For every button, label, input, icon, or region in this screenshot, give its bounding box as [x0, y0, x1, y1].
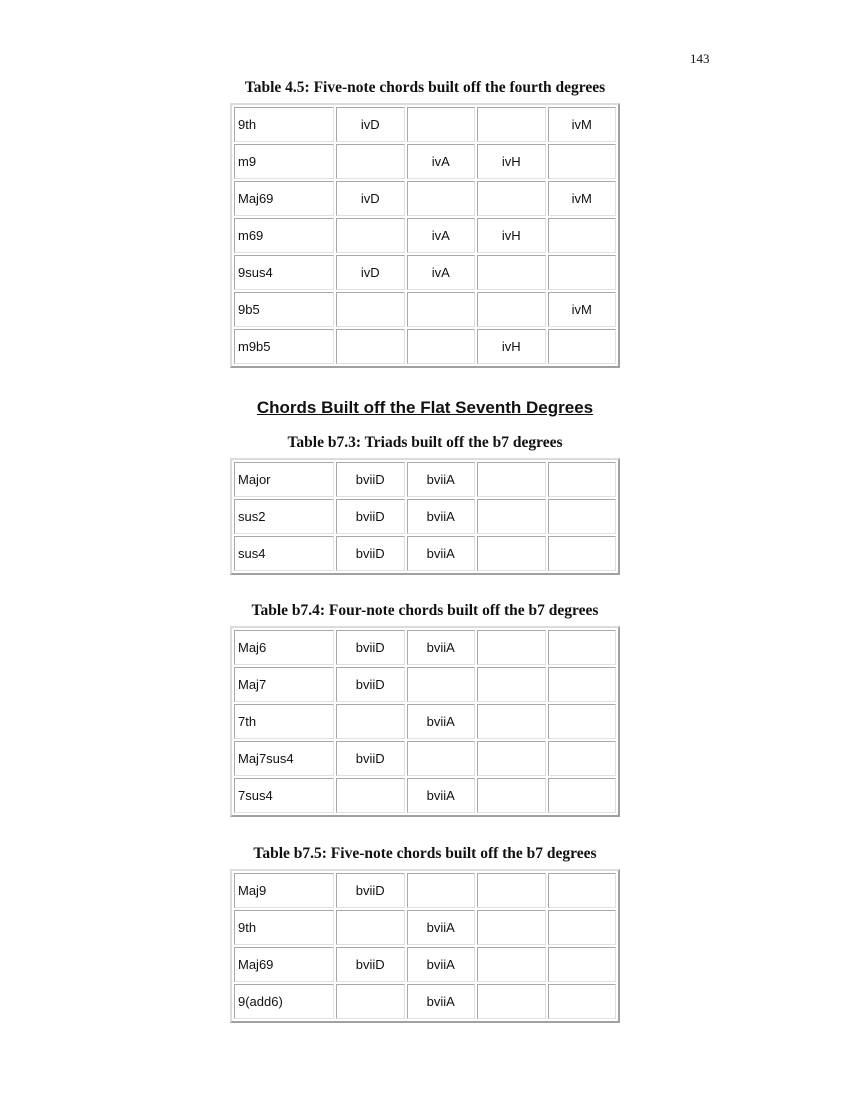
chord-degree-cell: bviiA [407, 630, 476, 665]
table-row [234, 704, 616, 739]
chord-name-cell: Major [234, 462, 334, 497]
chord-name-cell: Maj7sus4 [234, 741, 334, 776]
chord-degree-cell [407, 181, 476, 216]
chord-degree-cell: bviiA [407, 778, 476, 813]
chord-degree-cell [477, 741, 546, 776]
chord-degree-cell: ivH [477, 144, 546, 179]
chord-degree-cell [548, 630, 617, 665]
table-row [234, 536, 616, 571]
chord-degree-cell [477, 667, 546, 702]
chord-degree-cell [548, 536, 617, 571]
chord-degree-cell [548, 873, 617, 908]
chord-degree-cell [336, 704, 405, 739]
chord-name-cell: m9b5 [234, 329, 334, 364]
chord-degree-cell [336, 910, 405, 945]
chord-degree-cell: ivD [336, 255, 405, 290]
chord-degree-cell [477, 462, 546, 497]
table-4-5 [230, 103, 620, 368]
chord-degree-cell [548, 144, 617, 179]
chord-degree-cell [336, 984, 405, 1019]
table-row [234, 667, 616, 702]
chord-degree-cell [477, 255, 546, 290]
chord-degree-cell: bviiA [407, 910, 476, 945]
chord-degree-cell: bviiA [407, 536, 476, 571]
table-row [234, 910, 616, 945]
chord-name-cell: sus4 [234, 536, 334, 571]
chord-name-cell: Maj6 [234, 630, 334, 665]
chord-degree-cell [477, 910, 546, 945]
chord-name-cell: Maj69 [234, 947, 334, 982]
table-row [234, 741, 616, 776]
chord-degree-cell: bviiD [336, 667, 405, 702]
page-number: 143 [690, 51, 710, 66]
chord-degree-cell [407, 107, 476, 142]
chord-name-cell: sus2 [234, 499, 334, 534]
chord-degree-cell: ivD [336, 107, 405, 142]
chord-degree-cell [548, 499, 617, 534]
chord-degree-cell [548, 947, 617, 982]
table-4-5-caption: Table 4.5: Five-note chords built off the fourth degrees [244, 79, 606, 96]
table-b7-3-caption: Table b7.3: Triads built off the b7 degrees [287, 434, 563, 451]
chord-degree-cell [548, 462, 617, 497]
chord-degree-cell: ivH [477, 218, 546, 253]
table-row [234, 873, 616, 908]
chord-name-cell: Maj7 [234, 667, 334, 702]
table-b7-5 [230, 869, 620, 1023]
table-row [234, 462, 616, 497]
chord-degree-cell [548, 255, 617, 290]
chord-degree-cell: ivM [548, 181, 617, 216]
table-row [234, 778, 616, 813]
chord-degree-cell [407, 292, 476, 327]
chord-degree-cell: ivM [548, 107, 617, 142]
chord-degree-cell [336, 778, 405, 813]
chord-name-cell: Maj69 [234, 181, 334, 216]
chord-degree-cell: ivA [407, 144, 476, 179]
chord-degree-cell: ivM [548, 292, 617, 327]
table-row [234, 255, 616, 290]
chord-degree-cell: bviiD [336, 462, 405, 497]
chord-name-cell: m9 [234, 144, 334, 179]
chord-degree-cell: bviiA [407, 704, 476, 739]
table-row [234, 144, 616, 179]
chord-degree-cell [407, 667, 476, 702]
table-row [234, 630, 616, 665]
chord-degree-cell [477, 704, 546, 739]
chord-name-cell: 9th [234, 910, 334, 945]
chord-degree-cell [407, 329, 476, 364]
chord-degree-cell [548, 910, 617, 945]
chord-degree-cell [548, 984, 617, 1019]
chord-degree-cell [477, 181, 546, 216]
chord-degree-cell [548, 329, 617, 364]
table-row [234, 181, 616, 216]
chord-degree-cell: bviiD [336, 536, 405, 571]
table-b7-4 [230, 626, 620, 817]
table-row [234, 329, 616, 364]
chord-degree-cell [548, 667, 617, 702]
chord-name-cell: 9(add6) [234, 984, 334, 1019]
section-heading: Chords Built off the Flat Seventh Degrees [256, 398, 594, 417]
chord-degree-cell: ivD [336, 181, 405, 216]
chord-degree-cell: ivA [407, 218, 476, 253]
table-row [234, 499, 616, 534]
chord-degree-cell [548, 218, 617, 253]
table-b7-4-caption: Table b7.4: Four-note chords built off the b7 degrees [251, 602, 599, 619]
table-row [234, 947, 616, 982]
chord-degree-cell [477, 292, 546, 327]
chord-degree-cell [336, 292, 405, 327]
chord-name-cell: Maj9 [234, 873, 334, 908]
chord-degree-cell: bviiD [336, 873, 405, 908]
chord-name-cell: 9th [234, 107, 334, 142]
chord-degree-cell [477, 778, 546, 813]
chord-degree-cell [477, 107, 546, 142]
chord-degree-cell: bviiD [336, 630, 405, 665]
chord-degree-cell [477, 499, 546, 534]
chord-degree-cell: bviiA [407, 984, 476, 1019]
chord-name-cell: 9b5 [234, 292, 334, 327]
chord-degree-cell [548, 778, 617, 813]
chord-name-cell: m69 [234, 218, 334, 253]
chord-degree-cell [336, 144, 405, 179]
chord-degree-cell: bviiA [407, 947, 476, 982]
chord-degree-cell [548, 704, 617, 739]
table-b7-3 [230, 458, 620, 575]
chord-degree-cell: bviiD [336, 741, 405, 776]
table-row [234, 107, 616, 142]
table-row [234, 218, 616, 253]
chord-degree-cell [477, 873, 546, 908]
chord-degree-cell [336, 218, 405, 253]
chord-name-cell: 9sus4 [234, 255, 334, 290]
chord-degree-cell: bviiD [336, 947, 405, 982]
chord-degree-cell: bviiA [407, 499, 476, 534]
chord-degree-cell: ivA [407, 255, 476, 290]
chord-degree-cell [477, 630, 546, 665]
chord-name-cell: 7th [234, 704, 334, 739]
chord-degree-cell [336, 329, 405, 364]
chord-degree-cell [477, 947, 546, 982]
table-row [234, 984, 616, 1019]
chord-degree-cell: bviiA [407, 462, 476, 497]
chord-degree-cell: ivH [477, 329, 546, 364]
chord-name-cell: 7sus4 [234, 778, 334, 813]
table-row [234, 292, 616, 327]
chord-degree-cell [548, 741, 617, 776]
table-b7-5-caption: Table b7.5: Five-note chords built off the b7 degrees [253, 845, 597, 862]
chord-degree-cell [477, 536, 546, 571]
chord-degree-cell [407, 741, 476, 776]
chord-degree-cell [407, 873, 476, 908]
chord-degree-cell: bviiD [336, 499, 405, 534]
chord-degree-cell [477, 984, 546, 1019]
